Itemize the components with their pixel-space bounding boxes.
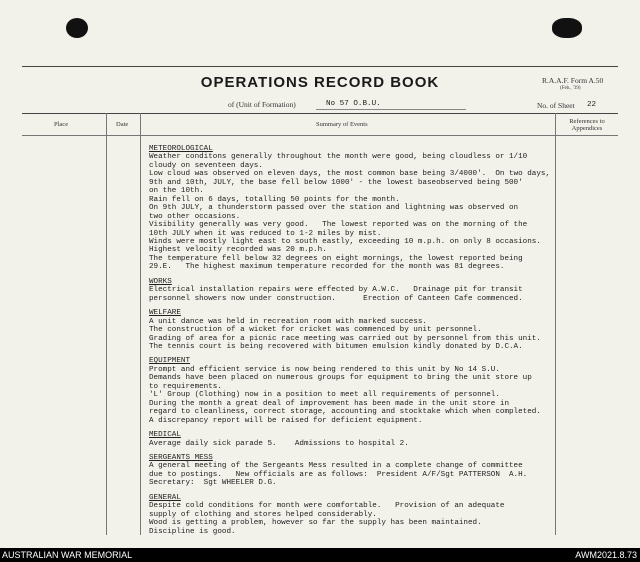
summary-line: 'L' Group (Clothing) now in a position to meet all requirements of personnel. [149,391,500,400]
summary-line: two other occasions. [149,212,241,221]
summary-line: Rain fell on 6 days, totalling 50 points for the month. [149,195,400,204]
summary-line: The construction of a wicket for cricket was commenced by unit personnel. [149,326,482,335]
summary-line: Visibility generally was very good. The lowest reported was on the morning of the [149,221,528,230]
summary-line: A discrepancy report will be raised for deficient equipment. [149,416,423,425]
summary-line: due to postings. New officials are as follows: President A/F/Sgt PATTERSON A.H. [149,470,528,479]
punch-hole-right [552,18,582,38]
summary-line: Low cloud was observed on eleven days, the most common base being 3/4000'. On two days, [149,170,551,179]
summary-line: A general meeting of the Sergeants Mess resulted in a complete change of committee [149,462,523,471]
section-heading: METEOROLOGICAL [149,145,213,153]
summary-line: cloudy on seventeen days. [149,161,263,170]
page-title: OPERATIONS RECORD BOOK [200,74,440,91]
summary-line: Demands have been placed on numerous groups for equipment to bring the unit store up [149,374,532,383]
section-heading: WELFARE [149,309,181,318]
form-date: (Feb., '39) [560,86,581,91]
sheet-value: 22 [587,101,597,109]
summary-line: Electrical installation repairs were effected by A.W.C. Drainage pit for transit [149,286,523,295]
sheet-label: No. of Sheet [537,101,575,110]
summary-line: 9th and 10th, JULY, the base fell below 1000' - the lowest baseobserved being 500' [149,178,523,187]
section-heading: WORKS [149,277,172,286]
column-header-references: References to Appendices [569,118,605,132]
footer-credit: AUSTRALIAN WAR MEMORIAL [2,550,133,560]
summary-line: on the 10th. [149,187,204,196]
summary-line: The tennis court is being recovered with bitumen emulsion kindly donated by D.C.A. [149,342,523,351]
summary-line: Average daily sick parade 5. Admissions to hospital 2. [149,439,409,448]
summary-line: A unit dance was held in recreation room with marked success. [149,317,427,326]
section-heading: SERGEANTS MESS [149,453,213,462]
summary-line: 29.E. The highest maximum temperature recorded for the month was 81 degrees. [149,263,505,272]
summary-line: regard to cleanliness, correct storage, accounting and stocktake which when completed. [149,408,541,417]
summary-line: personnel showers now under construction. Erection of Canteen Cafe commenced. [149,294,523,303]
unit-label: of (Unit of Formation) [228,100,296,109]
summary-line: Prompt and efficient service is now being rendered to this unit by No 14 S.U. [149,365,500,374]
section-heading: EQUIPMENT [149,357,191,366]
section-heading: GENERAL [149,493,181,502]
unit-value: No 57 O.B.U. [326,100,381,108]
summary-line: 10th JULY when it was reduced to 1-2 miles by mist. [149,229,382,238]
column-header-summary: Summary of Events [316,121,368,128]
summary-line: Despite cold conditions for month were comfortable. Provision of an adequate [149,502,505,511]
form-reference: R.A.A.F. Form A.50 [542,76,604,85]
summary-line: The temperature fell below 32 degrees on eight mornings, the lowest reported being [149,254,523,263]
unit-underline [316,109,466,110]
column-header-place: Place [54,121,69,128]
footer-accession-number: AWM2021.8.73 [575,550,637,560]
summary-line: Wood is getting a problem, however so far the supply has been maintained. [149,519,482,528]
summary-line: Discipline is good. [149,527,236,536]
column-header-date: Date [116,121,129,128]
summary-line: Secretary: Sgt WHEELER D.G. [149,479,277,488]
summary-line: to requirements. [149,382,222,391]
summary-line: Weather conditons generally throughout the month were good, being cloudless or 1/10 [149,153,528,162]
summary-line: Winds were mostly light east to south eastly, exceeding 10 m.p.h. on only 8 occasions. [149,237,541,246]
summary-line: On 9th JULY, a thunderstorm passed over the station and lightning was observed on [149,204,519,213]
table-top-rule [22,113,618,114]
summary-line: During the month a great deal of improvement has been made in the unit store in [149,399,510,408]
summary-of-events [149,145,569,536]
header-rule [22,135,618,136]
column-divider [106,113,107,535]
punch-hole-left [66,18,88,38]
top-rule [22,66,618,67]
summary-line: Highest velocity recorded was 20 m.p.h. [149,246,327,255]
summary-line: Grading of area for a picnic race meeting was carried out by personnel from this unit. [149,334,541,343]
section-heading: MEDICAL [149,431,181,440]
summary-line: supply of clothing and stores helped considerably. [149,510,377,519]
column-divider [140,113,141,535]
